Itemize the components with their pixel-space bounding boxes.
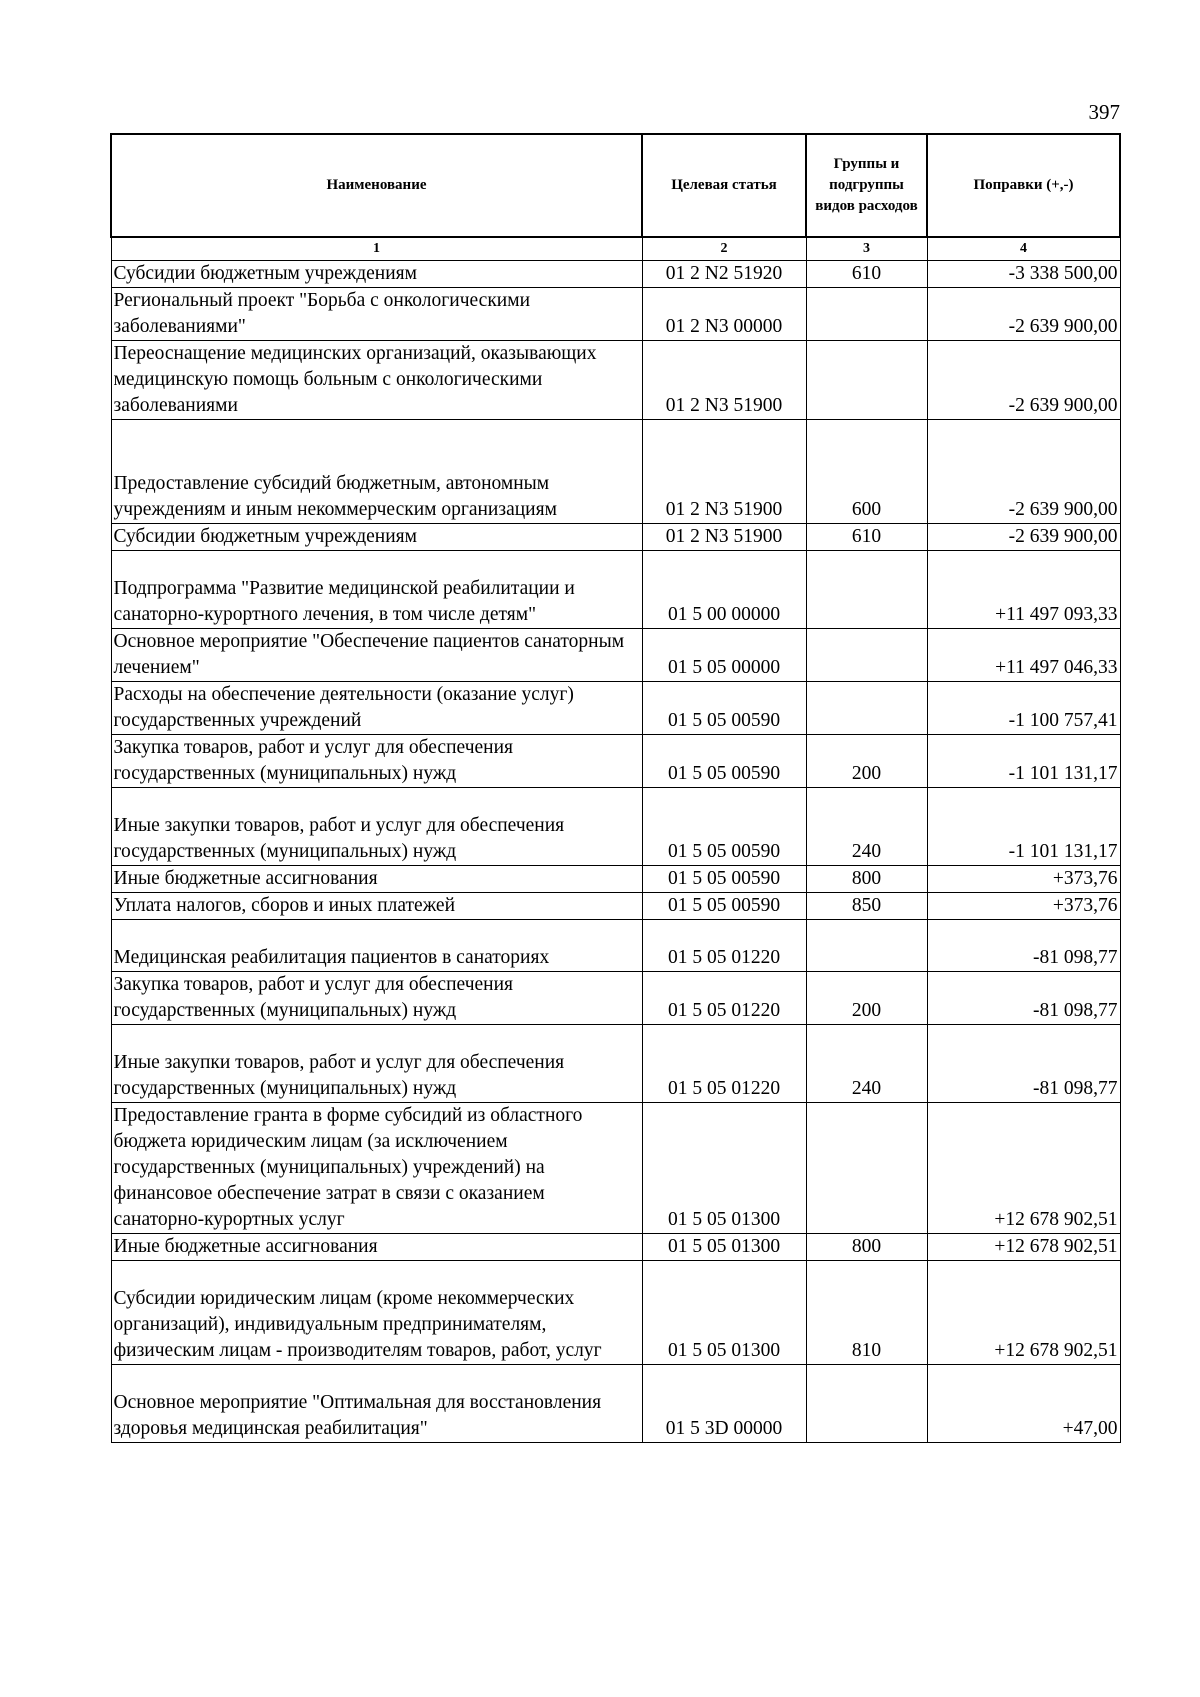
- row-name-cell: Иные закупки товаров, работ и услуг для обеспечения государственных (муниципальных) нужд: [111, 1025, 642, 1103]
- row-name-cell: Уплата налогов, сборов и иных платежей: [111, 893, 642, 920]
- row-code-cell: 01 5 05 00590: [642, 788, 806, 866]
- row-code-cell: 01 5 3D 00000: [642, 1365, 806, 1443]
- row-group-cell: [806, 341, 927, 420]
- row-amount-cell: +12 678 902,51: [927, 1261, 1120, 1365]
- row-name-cell: Региональный проект "Борьба с онкологическими заболеваниями": [111, 288, 642, 341]
- table-row: [111, 1261, 1120, 1365]
- row-group-cell: 240: [806, 788, 927, 866]
- row-group-cell: 200: [806, 735, 927, 788]
- table-row: [111, 288, 1120, 341]
- table-row: [111, 972, 1120, 1025]
- row-group-cell: [806, 288, 927, 341]
- row-name-cell: Иные закупки товаров, работ и услуг для обеспечения государственных (муниципальных) нужд: [111, 788, 642, 866]
- table-row: [111, 788, 1120, 866]
- table-header-row: [111, 134, 1120, 237]
- row-code-cell: 01 2 N3 51900: [642, 524, 806, 551]
- column-number: 1: [111, 237, 642, 261]
- table-row: [111, 551, 1120, 629]
- row-name-cell: Субсидии бюджетным учреждениям: [111, 261, 642, 288]
- row-code-cell: 01 5 05 01220: [642, 1025, 806, 1103]
- row-code-cell: 01 5 05 01300: [642, 1261, 806, 1365]
- row-group-cell: [806, 629, 927, 682]
- row-amount-cell: +47,00: [927, 1365, 1120, 1443]
- row-code-cell: 01 5 05 00590: [642, 682, 806, 735]
- row-amount-cell: -1 100 757,41: [927, 682, 1120, 735]
- table-row: [111, 1234, 1120, 1261]
- column-number-row: [111, 237, 1120, 261]
- row-amount-cell: -2 639 900,00: [927, 524, 1120, 551]
- table-row: [111, 1025, 1120, 1103]
- row-name-cell: Закупка товаров, работ и услуг для обеспечения государственных (муниципальных) нужд: [111, 735, 642, 788]
- row-group-cell: [806, 551, 927, 629]
- table-row: [111, 866, 1120, 893]
- row-code-cell: 01 5 05 01300: [642, 1234, 806, 1261]
- row-name-cell: Субсидии бюджетным учреждениям: [111, 524, 642, 551]
- table-row: [111, 261, 1120, 288]
- row-name-cell: Подпрограмма "Развитие медицинской реабилитации и санаторно-курортного лечения, в том числе детям": [111, 551, 642, 629]
- table-row: [111, 1103, 1120, 1234]
- column-number: 3: [806, 237, 927, 261]
- row-amount-cell: +12 678 902,51: [927, 1234, 1120, 1261]
- row-group-cell: [806, 1103, 927, 1234]
- table-row: [111, 524, 1120, 551]
- row-amount-cell: -3 338 500,00: [927, 261, 1120, 288]
- row-group-cell: 800: [806, 1234, 927, 1261]
- table-row: [111, 735, 1120, 788]
- row-code-cell: 01 5 00 00000: [642, 551, 806, 629]
- row-code-cell: 01 5 05 00590: [642, 866, 806, 893]
- row-name-cell: Переоснащение медицинских организаций, оказывающих медицинскую помощь больным с онкологическими заболеваниями: [111, 341, 642, 420]
- table-row: [111, 682, 1120, 735]
- page-number: 397: [1088, 100, 1120, 124]
- row-name-cell: Иные бюджетные ассигнования: [111, 1234, 642, 1261]
- row-group-cell: 800: [806, 866, 927, 893]
- row-amount-cell: -1 101 131,17: [927, 735, 1120, 788]
- header-name: Наименование: [111, 134, 642, 237]
- row-amount-cell: +12 678 902,51: [927, 1103, 1120, 1234]
- budget-amendments-table: [110, 133, 1121, 1443]
- table-row: [111, 893, 1120, 920]
- table-row: [111, 1365, 1120, 1443]
- row-code-cell: 01 5 05 01300: [642, 1103, 806, 1234]
- row-name-cell: Основное мероприятие "Оптимальная для восстановления здоровья медицинская реабилитация": [111, 1365, 642, 1443]
- column-number: 2: [642, 237, 806, 261]
- row-group-cell: 200: [806, 972, 927, 1025]
- row-code-cell: 01 5 05 00000: [642, 629, 806, 682]
- row-amount-cell: -1 101 131,17: [927, 788, 1120, 866]
- row-group-cell: 240: [806, 1025, 927, 1103]
- row-name-cell: Предоставление гранта в форме субсидий из областного бюджета юридическим лицам (за исключением государственных (муниципальных) учреждений) на финансовое обеспечение затрат в связи с оказанием санаторно-курортных услуг: [111, 1103, 642, 1234]
- row-name-cell: Закупка товаров, работ и услуг для обеспечения государственных (муниципальных) нужд: [111, 972, 642, 1025]
- row-group-cell: [806, 920, 927, 972]
- row-group-cell: 610: [806, 261, 927, 288]
- row-amount-cell: +11 497 046,33: [927, 629, 1120, 682]
- row-name-cell: Медицинская реабилитация пациентов в санаториях: [111, 920, 642, 972]
- column-number: 4: [927, 237, 1120, 261]
- row-amount-cell: -2 639 900,00: [927, 288, 1120, 341]
- row-code-cell: 01 5 05 00590: [642, 735, 806, 788]
- row-group-cell: 850: [806, 893, 927, 920]
- row-amount-cell: -81 098,77: [927, 972, 1120, 1025]
- row-name-cell: Иные бюджетные ассигнования: [111, 866, 642, 893]
- row-group-cell: 610: [806, 524, 927, 551]
- header-amendments: Поправки (+,-): [927, 134, 1120, 237]
- row-code-cell: 01 5 05 01220: [642, 920, 806, 972]
- row-name-cell: Основное мероприятие "Обеспечение пациентов санаторным лечением": [111, 629, 642, 682]
- row-amount-cell: -81 098,77: [927, 920, 1120, 972]
- row-name-cell: Предоставление субсидий бюджетным, автономным учреждениям и иным некоммерческим организациям: [111, 420, 642, 524]
- table-row: [111, 420, 1120, 524]
- row-group-cell: 600: [806, 420, 927, 524]
- row-code-cell: 01 2 N3 51900: [642, 341, 806, 420]
- row-code-cell: 01 5 05 01220: [642, 972, 806, 1025]
- row-group-cell: [806, 682, 927, 735]
- header-target-article: Целевая статья: [642, 134, 806, 237]
- row-code-cell: 01 2 N3 51900: [642, 420, 806, 524]
- row-group-cell: [806, 1365, 927, 1443]
- row-amount-cell: +373,76: [927, 893, 1120, 920]
- row-name-cell: Субсидии юридическим лицам (кроме некоммерческих организаций), индивидуальным предпринимателям, физическим лицам - производителям товаров, работ, услуг: [111, 1261, 642, 1365]
- row-amount-cell: +11 497 093,33: [927, 551, 1120, 629]
- row-code-cell: 01 2 N2 51920: [642, 261, 806, 288]
- row-name-cell: Расходы на обеспечение деятельности (оказание услуг) государственных учреждений: [111, 682, 642, 735]
- table-row: [111, 920, 1120, 972]
- row-amount-cell: -2 639 900,00: [927, 341, 1120, 420]
- row-code-cell: 01 5 05 00590: [642, 893, 806, 920]
- row-amount-cell: -81 098,77: [927, 1025, 1120, 1103]
- row-amount-cell: -2 639 900,00: [927, 420, 1120, 524]
- row-amount-cell: +373,76: [927, 866, 1120, 893]
- row-code-cell: 01 2 N3 00000: [642, 288, 806, 341]
- row-group-cell: 810: [806, 1261, 927, 1365]
- table-row: [111, 629, 1120, 682]
- header-expense-groups: Группы и подгруппы видов расходов: [806, 134, 927, 237]
- table-row: [111, 341, 1120, 420]
